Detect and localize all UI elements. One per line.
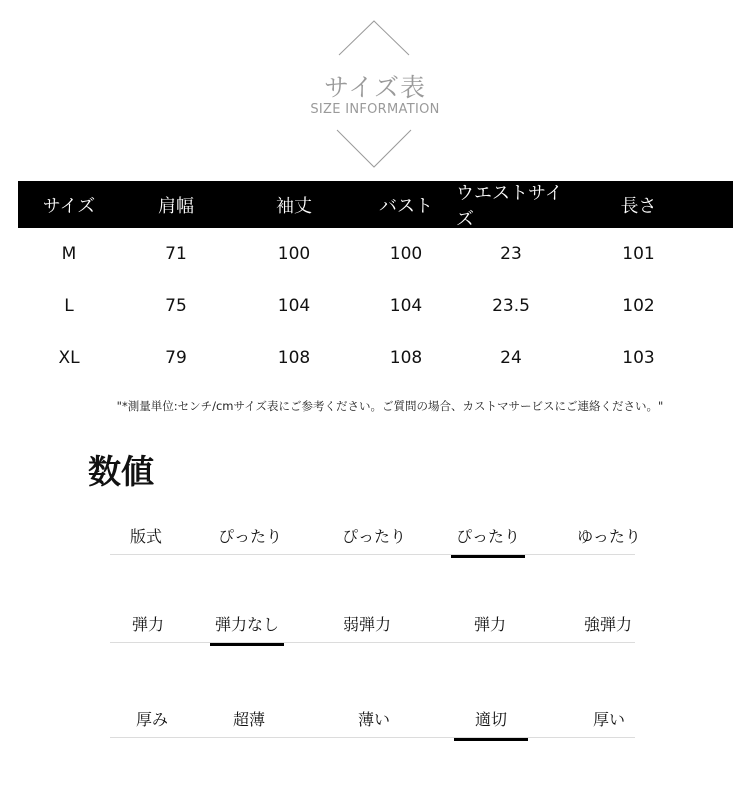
table-cell: 23 <box>500 244 522 264</box>
attribute-row-thickness <box>110 698 635 738</box>
attribute-option: ぴったり <box>438 515 538 555</box>
col-header-shoulder: 肩幅 <box>158 195 194 217</box>
attribute-label: 版式 <box>129 526 162 546</box>
table-cell: 75 <box>165 296 187 316</box>
size-table-header <box>18 181 733 228</box>
table-cell: 71 <box>165 244 187 264</box>
attribute-option: 厚い <box>592 709 625 729</box>
table-row <box>18 332 733 384</box>
col-header-sleeve: 袖丈 <box>276 195 312 217</box>
col-header-size: サイズ <box>42 195 96 217</box>
size-chart-subtitle: SIZE INFORMATION <box>310 102 440 117</box>
attribute-option: 適切 <box>441 698 541 738</box>
table-cell: 100 <box>389 244 423 264</box>
table-row <box>18 228 733 280</box>
table-cell: 104 <box>277 296 311 316</box>
attribute-row-divider <box>110 642 635 643</box>
measurement-note: "*測量単位:センチ/cmサイズ表にご参考ください。ご質問の場合、カストマサービスにご連絡ください。" <box>116 399 664 413</box>
attribute-option: 弾力 <box>473 614 506 634</box>
attribute-label: 弾力 <box>131 614 164 634</box>
attribute-row-divider <box>110 554 635 555</box>
attribute-option: 弾力なし <box>197 603 297 643</box>
table-cell: 24 <box>500 348 522 368</box>
table-cell: 101 <box>622 244 655 264</box>
attribute-label: 厚み <box>135 709 168 729</box>
table-cell: 79 <box>165 348 187 368</box>
col-header-waist: ウエストサイズ <box>456 182 563 230</box>
table-cell: M <box>61 244 77 264</box>
attribute-row-fit <box>110 515 641 555</box>
size-chart-title: サイズ表 <box>323 73 426 102</box>
table-cell: 108 <box>277 348 311 368</box>
attribute-option: 強弾力 <box>583 614 632 634</box>
table-cell: 108 <box>389 348 423 368</box>
table-cell: 102 <box>622 296 655 316</box>
attribute-option: 薄い <box>357 709 390 729</box>
table-cell: L <box>64 296 74 316</box>
attribute-option: 弱弾力 <box>342 614 391 634</box>
attribute-option: 超薄 <box>232 709 265 729</box>
col-header-length: 長さ <box>620 195 657 217</box>
attribute-option: ぴったり <box>341 526 406 546</box>
table-cell: 104 <box>389 296 423 316</box>
attribute-option: ぴったり <box>217 526 282 546</box>
attribute-option: ゆったり <box>577 526 641 546</box>
attributes-title: 数値 <box>88 452 154 491</box>
table-cell: 103 <box>622 348 655 368</box>
size-table <box>18 181 733 384</box>
table-cell: XL <box>58 348 80 368</box>
attribute-row-divider <box>110 737 635 738</box>
table-cell: 23.5 <box>492 296 530 316</box>
table-row <box>18 280 733 332</box>
table-cell: 100 <box>277 244 311 264</box>
col-header-bust: バスト <box>379 195 433 217</box>
attribute-row-stretch <box>110 603 635 643</box>
